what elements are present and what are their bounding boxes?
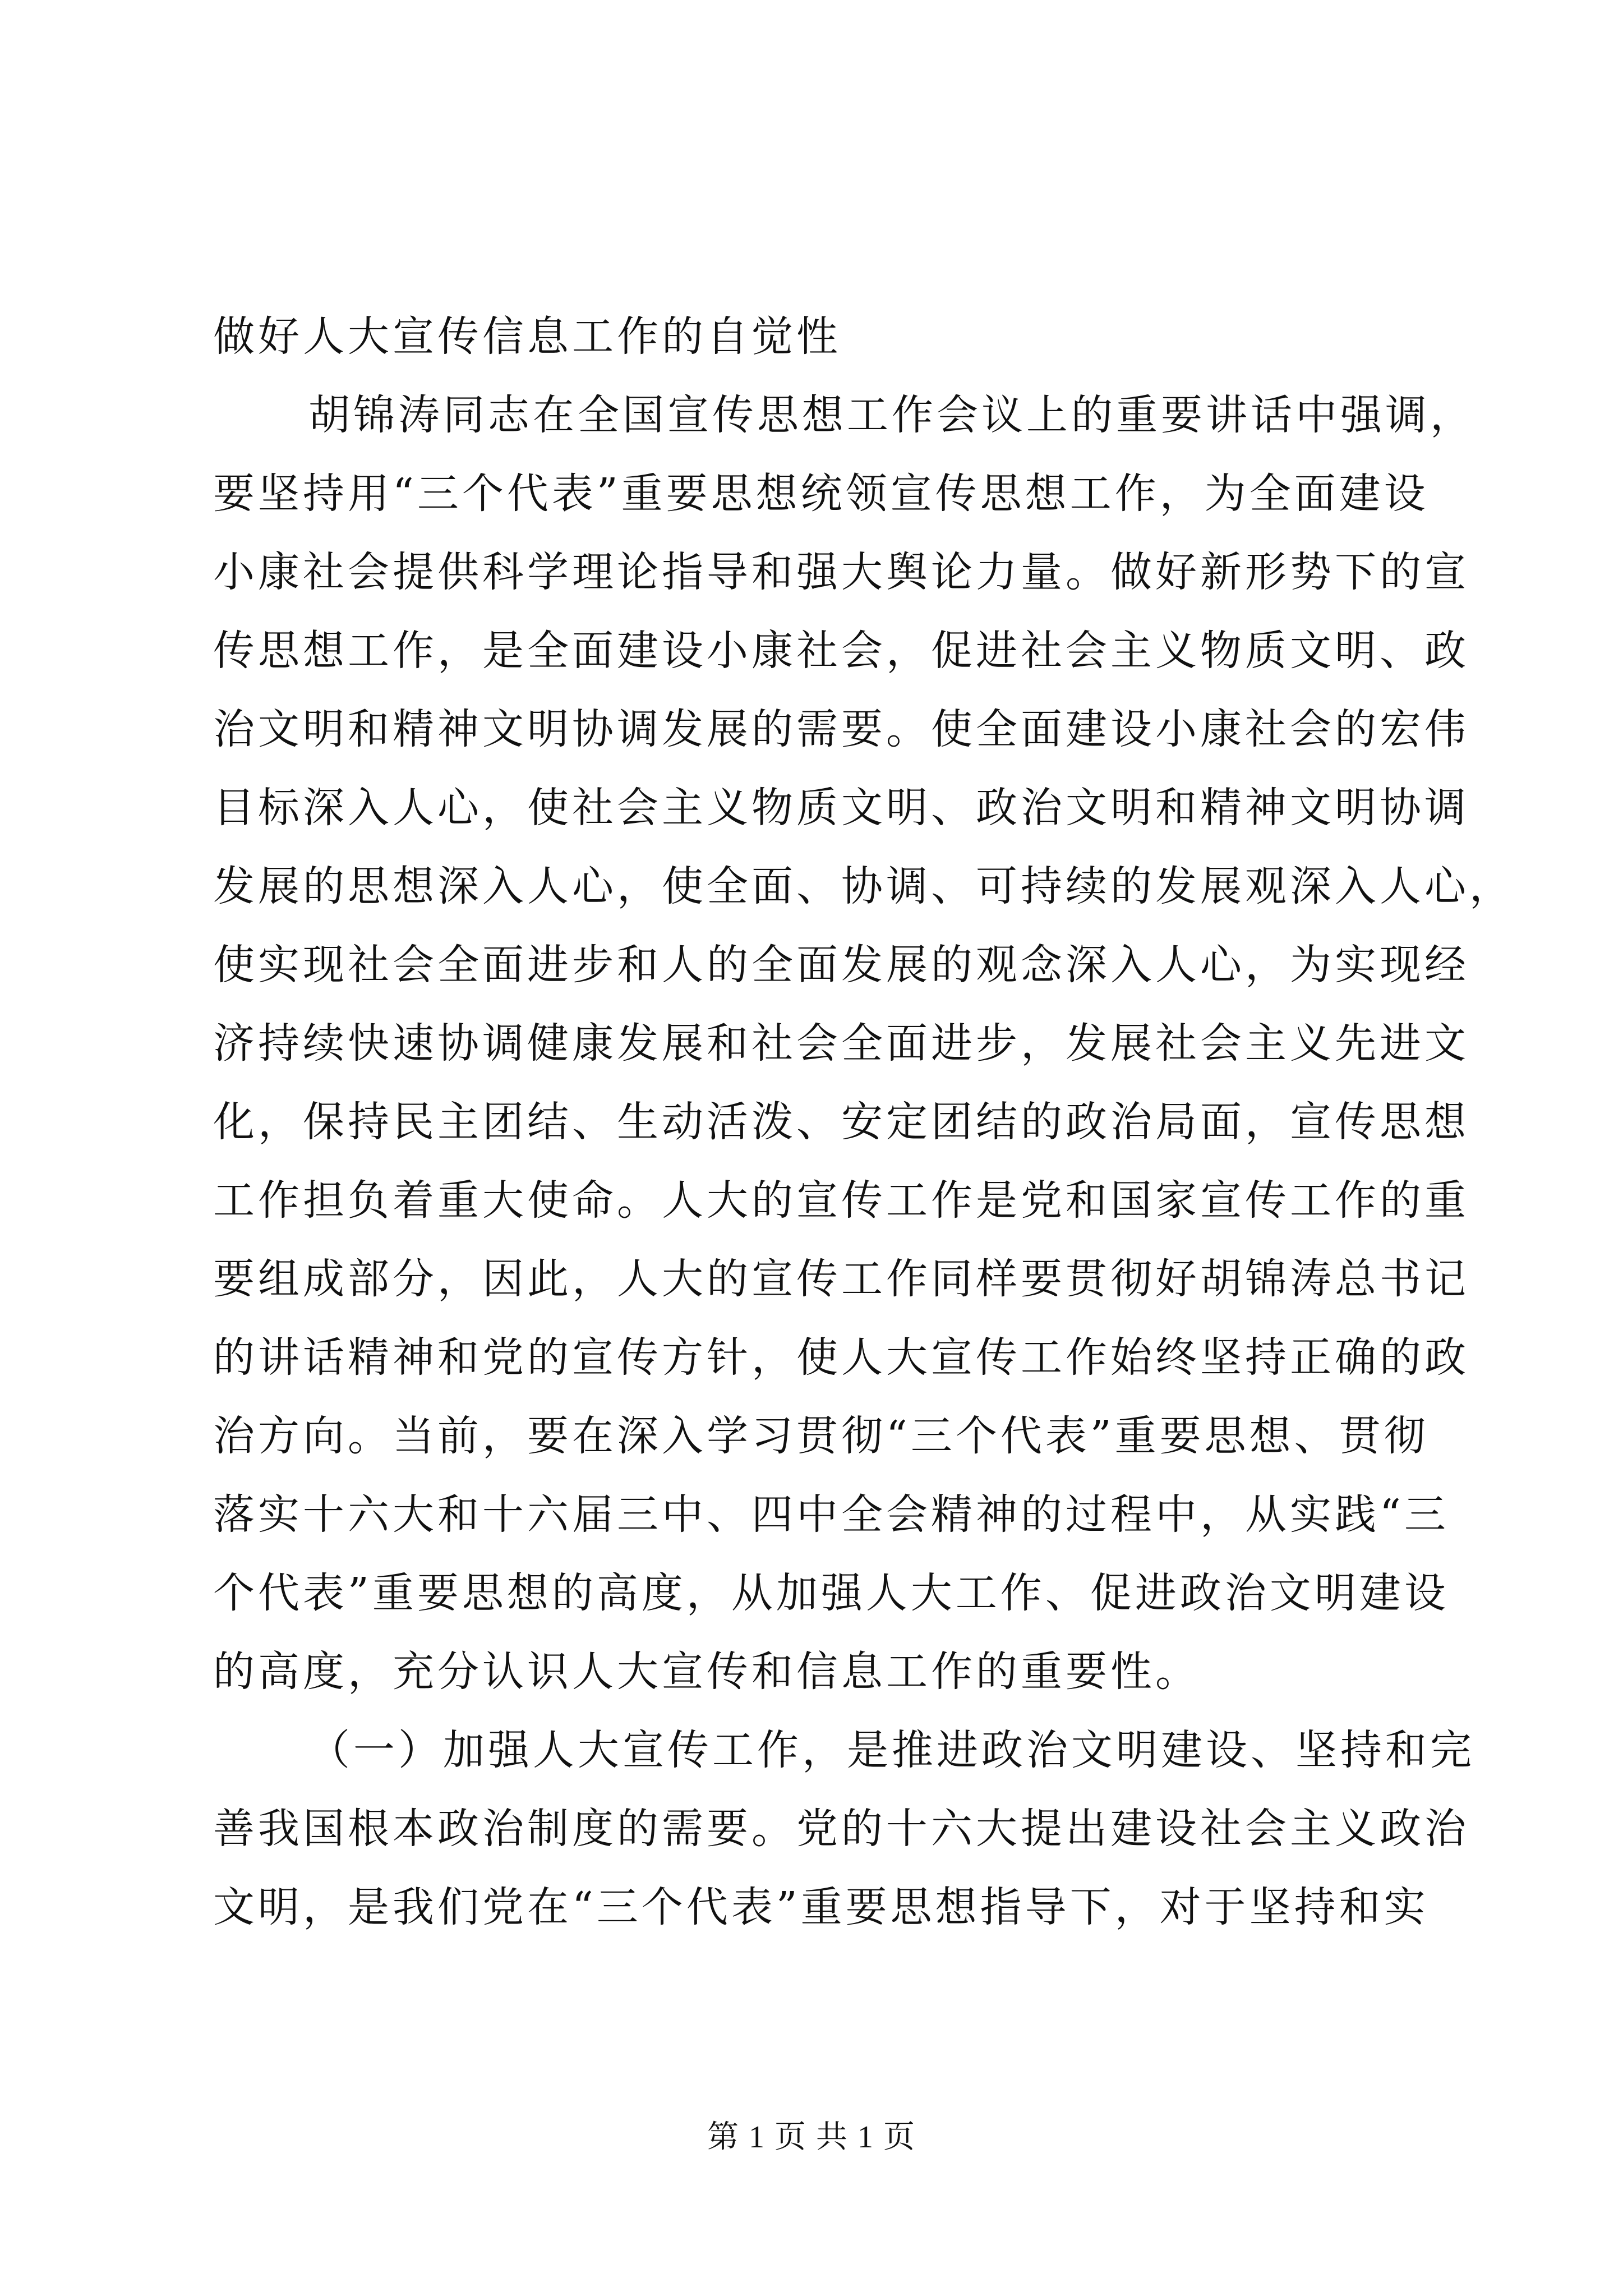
paragraph-1-line-16: 个代表”重要思想的高度，从加强人大工作、促进政治文明建设 [213, 1569, 1449, 1617]
paragraph-1-line-17: 的高度，充分认识人大宣传和信息工作的重要性。 [213, 1648, 1200, 1696]
paragraph-1-line-7: 发展的思想深入人心，使全面、协调、可持续的发展观深入人心， [213, 862, 1514, 910]
paragraph-2-line-2: 善我国根本政治制度的需要。党的十六大提出建设社会主义政治 [213, 1805, 1469, 1853]
paragraph-2-line-3: 文明，是我们党在“三个代表”重要思想指导下，对于坚持和实 [213, 1883, 1429, 1931]
paragraph-1-line-6: 目标深入人心，使社会主义物质文明、政治文明和精神文明协调 [213, 784, 1469, 832]
paragraph-1-line-1: 胡锦涛同志在全国宣传思想工作会议上的重要讲话中强调， [308, 391, 1475, 439]
paragraph-1-line-14: 治方向。当前，要在深入学习贯彻“三个代表”重要思想、贯彻 [213, 1412, 1429, 1460]
paragraph-1-line-11: 工作担负着重大使命。人大的宣传工作是党和国家宣传工作的重 [213, 1176, 1469, 1225]
paragraph-1-line-4: 传思想工作，是全面建设小康社会，促进社会主义物质文明、政 [213, 627, 1469, 675]
paragraph-1-line-13: 的讲话精神和党的宣传方针，使人大宣传工作始终坚持正确的政 [213, 1333, 1469, 1382]
paragraph-1-line-5: 治文明和精神文明协调发展的需要。使全面建设小康社会的宏伟 [213, 705, 1469, 753]
paragraph-1-line-12: 要组成部分，因此，人大的宣传工作同样要贯彻好胡锦涛总书记 [213, 1255, 1469, 1303]
paragraph-1-line-15: 落实十六大和十六届三中、四中全会精神的过程中，从实践“三 [213, 1490, 1449, 1539]
paragraph-1-line-3: 小康社会提供科学理论指导和强大舆论力量。做好新形势下的宣 [213, 548, 1469, 596]
page-number-footer: 第 1 页 共 1 页 [707, 2120, 916, 2155]
paragraph-1-line-2: 要坚持用“三个代表”重要思想统领宣传思想工作，为全面建设 [213, 470, 1429, 518]
document-title: 做好人大宣传信息工作的自觉性 [213, 312, 841, 361]
paragraph-1-line-9: 济持续快速协调健康发展和社会全面进步，发展社会主义先进文 [213, 1019, 1469, 1068]
paragraph-1-line-10: 化，保持民主团结、生动活泼、安定团结的政治局面，宣传思想 [213, 1098, 1469, 1146]
paragraph-1-line-8: 使实现社会全面进步和人的全面发展的观念深入人心，为实现经 [213, 941, 1469, 989]
paragraph-2-line-1: （一）加强人大宣传工作，是推进政治文明建设、坚持和完 [308, 1726, 1475, 1774]
